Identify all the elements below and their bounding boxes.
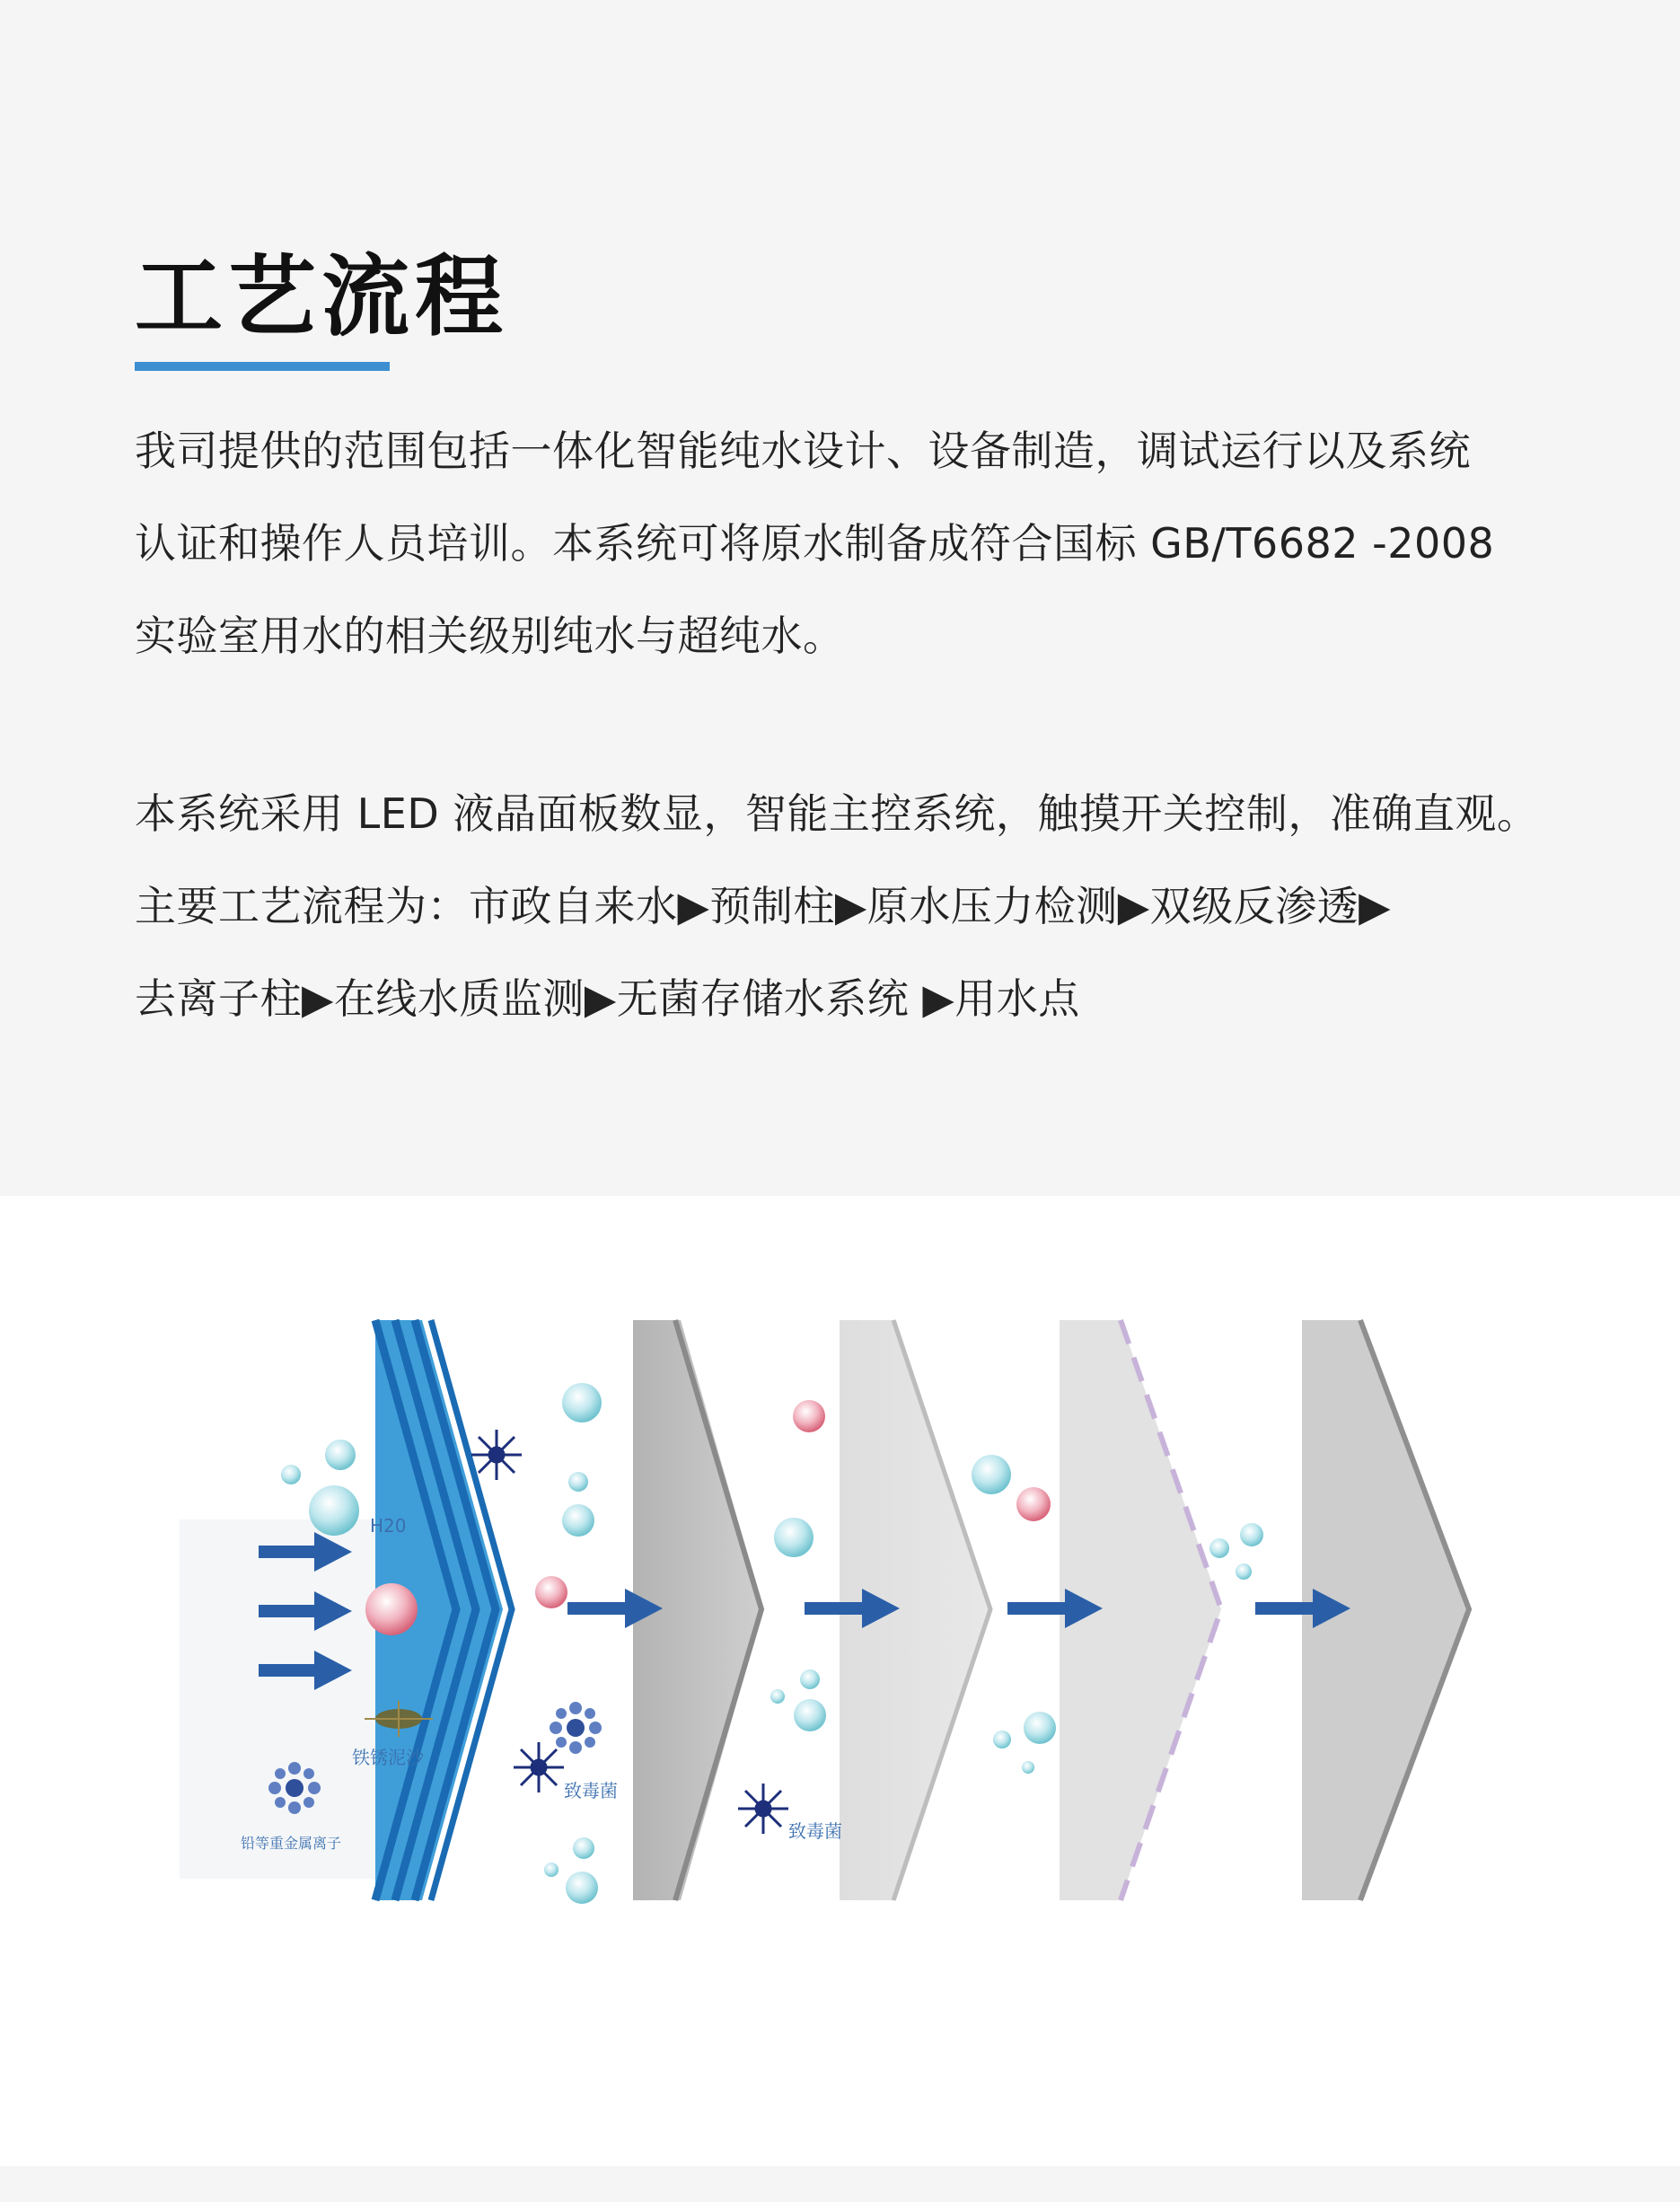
bubble-icon [794,1699,826,1731]
h2o-label: H20 [370,1515,407,1537]
bubble-icon [770,1689,785,1704]
bubble-icon [309,1485,359,1536]
rust-label: 铁锈泥沙 [352,1747,424,1768]
title-underline [135,362,390,371]
filtration-diagram [0,1196,1680,2166]
bubble-icon [562,1504,594,1537]
bubble-icon [1236,1563,1252,1580]
intro-line: 认证和操作人员培训。本系统可将原水制备成符合国标 GB/T6682 -2008 [135,519,1495,568]
bacteria-icon [514,1742,564,1792]
bubble-icon [793,1400,825,1432]
bubble-icon [972,1455,1011,1494]
bubble-icon [544,1863,559,1877]
bacteria-label: 致毒菌 [788,1820,842,1842]
bubble-icon [1209,1538,1229,1558]
bubble-icon [562,1383,602,1422]
intro-paragraph [135,405,1571,683]
bubble-icon [535,1576,567,1608]
bubble-icon [325,1440,356,1470]
bubble-icon [800,1669,820,1689]
bubble-icon [281,1465,301,1484]
intro-line: 我司提供的范围包括一体化智能纯水设计、设备制造，调试运行以及系统 [135,427,1471,475]
bubble-icon [1240,1523,1263,1546]
bubble-icon [566,1872,598,1904]
inflow-arrows [259,1532,352,1690]
inflow-wash [180,1519,377,1879]
bubble-icon [993,1731,1011,1748]
bubble-icon [1024,1712,1056,1744]
process-line: 去离子柱▶在线水质监测▶无菌存储水系统 ▶用水点 [135,974,1080,1023]
bubble-icon [365,1583,418,1635]
process-line: 本系统采用 LED 液晶面板数显，智能主控系统，触摸开关控制，准确直观。 [135,789,1539,838]
bubble-icon [774,1518,814,1557]
bubble-icon [1016,1487,1051,1521]
bubble-icon [568,1472,588,1492]
process-paragraph [135,768,1571,1045]
filtration-diagram-panel [0,1196,1680,2166]
bottom-strip [0,2166,1680,2202]
bacteria-icon [738,1784,788,1834]
intro-line: 实验室用水的相关级别纯水与超纯水。 [135,612,845,660]
bubble-icon [573,1837,594,1859]
bacteria-icon [471,1430,522,1480]
heavy-metal-label: 铅等重金属离子 [241,1835,342,1852]
page-title: 工艺流程 [135,246,509,348]
ion-cluster-icon [550,1702,602,1754]
bacteria-label: 致毒菌 [564,1780,618,1801]
process-line: 主要工艺流程为：市政自来水▶预制柱▶原水压力检测▶双级反渗透▶ [135,882,1392,930]
bubble-icon [1022,1761,1034,1774]
